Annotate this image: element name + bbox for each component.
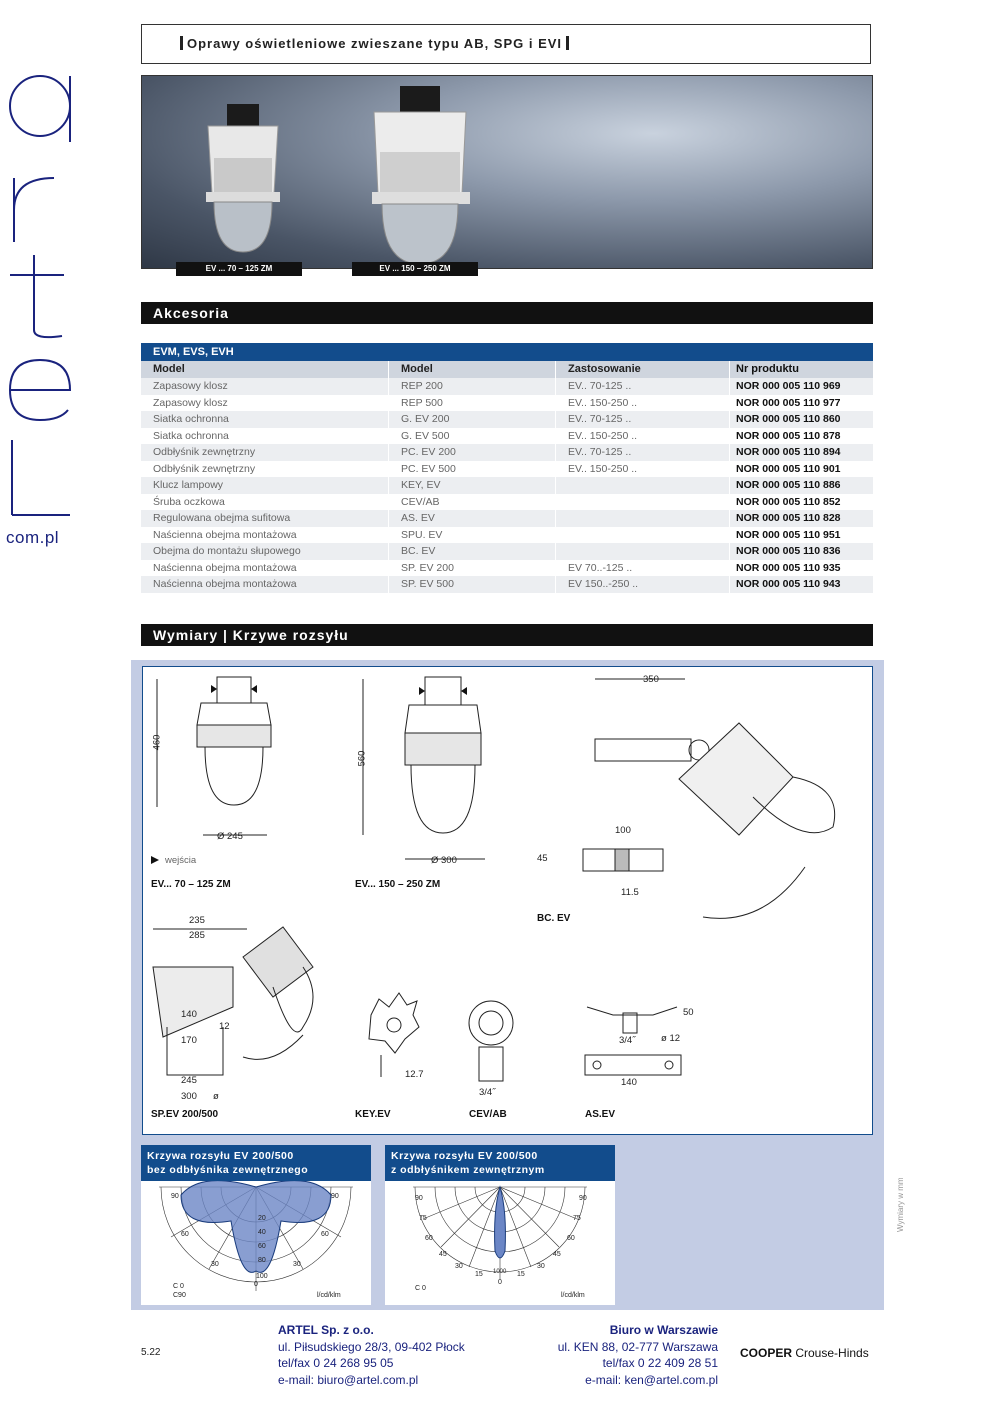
column-header: Nr produktu <box>729 361 873 378</box>
table-cell: CEV/AB <box>388 494 555 511</box>
angle-tick-r30b: 30 <box>537 1263 545 1270</box>
unit-left: l/cd/klm <box>317 1292 341 1299</box>
table-cell: Klucz lampowy <box>153 479 224 491</box>
dim-phi12: ø 12 <box>661 1033 681 1044</box>
dim-350: 350 <box>643 674 659 685</box>
table-cell <box>555 477 729 494</box>
curve-box-right <box>385 1145 615 1305</box>
table-row <box>141 510 873 527</box>
dim-170: 170 <box>181 1035 197 1046</box>
table-cell: KEY, EV <box>388 477 555 494</box>
table-cell: Naścienna obejma montażowa <box>153 528 297 541</box>
table-row <box>141 560 873 577</box>
table-row <box>141 576 873 593</box>
table-cell: PC. EV 500 <box>388 461 555 478</box>
dim-285: 285 <box>189 930 205 941</box>
table-cell: REP 500 <box>388 395 555 412</box>
technical-drawings <box>143 667 874 1136</box>
dim-300: Ø 300 <box>431 855 457 866</box>
table-cell: Odbłyśnik zewnętrzny <box>153 462 256 475</box>
angle-tick-l0: 0 <box>254 1281 258 1288</box>
footer-hq: ARTEL Sp. z o.o. ul. Piłsudskiego 28/3, 09-402 Płock tel/fax 0 24 268 95 05 e-mail: biuro@artel.com.pl <box>278 1323 465 1387</box>
logo-domain: com.pl <box>6 528 60 547</box>
label-ev-large: EV... 150 – 250 ZM <box>355 879 441 890</box>
angle-tick-r15: 15 <box>475 1271 483 1278</box>
angle-tick-r60b: 60 <box>567 1235 575 1242</box>
table-row <box>141 477 873 494</box>
table-cell <box>555 510 729 527</box>
unit-right: l/cd/klm <box>561 1292 585 1299</box>
table-cell: Odbłyśnik zewnętrzny <box>153 446 256 458</box>
curve-title-right: Krzywa rozsyłu EV 200/500 z odbłyśnikem zewnętrznym <box>385 1145 615 1181</box>
dim-phi: ø <box>213 1091 219 1102</box>
dim-thread-cev: 3/4˝ <box>479 1087 496 1098</box>
table-cell <box>555 527 729 544</box>
table-cell: EV 150..-250 .. <box>555 576 729 593</box>
dim-140: 140 <box>181 1009 197 1020</box>
table-row <box>141 543 873 560</box>
entry-arrow-icon <box>151 856 159 864</box>
table-row <box>141 461 873 478</box>
dim-45: 45 <box>537 853 548 864</box>
dim-140b: 140 <box>621 1077 637 1088</box>
table-cell: NOR 000 005 110 951 <box>729 527 873 544</box>
curve-box-left <box>141 1145 371 1305</box>
table-row <box>141 428 873 445</box>
photo-caption-large: EV ... 150 – 250 ZM <box>352 262 478 276</box>
table-cell: EV.. 150-250 .. <box>555 428 729 445</box>
table-body <box>141 378 873 593</box>
table-cell: NOR 000 005 110 828 <box>729 510 873 527</box>
column-header: Model <box>153 363 185 375</box>
angle-tick-l2: 90 <box>331 1193 339 1200</box>
angle-tick-l3: 60 <box>181 1231 189 1238</box>
table-cell: Naścienna obejma montażowa <box>153 561 297 574</box>
angle-tick-r90: 90 <box>415 1195 423 1202</box>
table-title: EVM, EVS, EVH <box>141 343 873 361</box>
table-cell: NOR 000 005 110 836 <box>729 543 873 560</box>
angle-tick-r90b: 90 <box>579 1195 587 1202</box>
radius-tick-r: 1000 <box>493 1269 507 1275</box>
dim-50: 50 <box>683 1007 694 1018</box>
angle-tick-l4: 60 <box>321 1231 329 1238</box>
table-cell: NOR 000 005 110 969 <box>729 378 873 395</box>
dim-11-5: 11.5 <box>621 887 639 898</box>
fixture-large-image <box>372 86 470 264</box>
radius-tick-l5: 100 <box>256 1273 268 1280</box>
dimensions-drawings <box>142 666 873 1135</box>
table-cell: G. EV 200 <box>388 411 555 428</box>
table-header <box>141 361 873 378</box>
radius-tick-l1: 20 <box>258 1215 266 1222</box>
label-cev: CEV/AB <box>469 1109 507 1120</box>
legend-c0-right: C 0 <box>415 1285 426 1292</box>
table-cell: EV.. 150-250 .. <box>555 461 729 478</box>
angle-tick-r45b: 45 <box>553 1251 561 1258</box>
label-key: KEY.EV <box>355 1109 391 1120</box>
table-cell: NOR 000 005 110 860 <box>729 411 873 428</box>
table-cell: G. EV 500 <box>388 428 555 445</box>
table-cell: Siatka ochronna <box>153 413 229 425</box>
table-row <box>141 378 873 395</box>
table-cell: SP. EV 500 <box>388 576 555 593</box>
artel-logo <box>4 70 76 560</box>
table-cell: EV.. 150-250 .. <box>555 395 729 412</box>
table-cell: Zapasowy klosz <box>153 396 228 409</box>
table-cell: SP. EV 200 <box>388 560 555 577</box>
table-row <box>141 444 873 461</box>
column-header: Model <box>388 361 555 378</box>
fixture-small-image <box>206 104 280 252</box>
legend-entries: wejścia <box>165 855 197 866</box>
table-cell: REP 200 <box>388 378 555 395</box>
dim-245b: 245 <box>181 1075 197 1086</box>
page-header <box>141 24 871 64</box>
table-cell: BC. EV <box>388 543 555 560</box>
table-cell: NOR 000 005 110 901 <box>729 461 873 478</box>
table-cell: AS. EV <box>388 510 555 527</box>
photo-caption-small: EV ... 70 – 125 ZM <box>176 262 302 276</box>
table-cell: EV.. 70-125 .. <box>555 411 729 428</box>
units-note: Wymiary w mm <box>896 1177 905 1232</box>
table-cell: Naścienna obejma montażowa <box>153 578 297 590</box>
table-cell: Siatka ochronna <box>153 429 229 442</box>
angle-tick-l5: 30 <box>211 1261 219 1268</box>
table-cell: NOR 000 005 110 878 <box>729 428 873 445</box>
section-accessories: Akcesoria <box>141 302 873 324</box>
dim-12-7: 12.7 <box>405 1069 424 1080</box>
table-cell: EV.. 70-125 .. <box>555 378 729 395</box>
curve-title-left: Krzywa rozsyłu EV 200/500 bez odbłyśnika zewnętrznego <box>141 1145 371 1181</box>
table-cell: PC. EV 200 <box>388 444 555 461</box>
table-cell: Regulowana obejma sufitowa <box>153 512 291 524</box>
angle-tick-r30: 30 <box>455 1263 463 1270</box>
table-cell: NOR 000 005 110 886 <box>729 477 873 494</box>
radius-tick-l4: 80 <box>258 1257 266 1264</box>
table-row <box>141 395 873 412</box>
product-photo <box>141 75 873 269</box>
section-dimensions: Wymiary | Krzywe rozsyłu <box>141 624 873 646</box>
angle-tick-r60: 60 <box>425 1235 433 1242</box>
angle-tick-l6: 30 <box>293 1261 301 1268</box>
ev-small-box <box>217 677 251 703</box>
column-header: Zastosowanie <box>555 361 729 378</box>
legend-c90-left: C90 <box>173 1292 186 1299</box>
accessories-table <box>141 343 873 593</box>
brand-logo: COOPER Crouse-Hinds <box>740 1346 869 1360</box>
dim-245: Ø 245 <box>217 831 243 842</box>
table-cell: NOR 000 005 110 977 <box>729 395 873 412</box>
table-row <box>141 411 873 428</box>
label-ev-small: EV... 70 – 125 ZM <box>151 879 231 890</box>
angle-tick-r75b: 75 <box>573 1215 581 1222</box>
table-cell: SPU. EV <box>388 527 555 544</box>
dim-560: 560 <box>356 750 368 767</box>
label-bc: BC. EV <box>537 913 571 924</box>
table-cell: NOR 000 005 110 852 <box>729 494 873 511</box>
label-as: AS.EV <box>585 1109 616 1120</box>
table-cell: Zapasowy klosz <box>153 380 228 392</box>
dim-100: 100 <box>615 825 631 836</box>
table-row <box>141 527 873 544</box>
angle-tick-r45: 45 <box>439 1251 447 1258</box>
angle-tick-l1: 90 <box>171 1193 179 1200</box>
dim-12: 12 <box>219 1021 230 1032</box>
dim-300b: 300 <box>181 1091 197 1102</box>
page-title: Oprawy oświetleniowe zwieszane typu AB, SPG i EVI <box>176 36 573 51</box>
table-cell: NOR 000 005 110 894 <box>729 444 873 461</box>
dim-460: 460 <box>151 734 163 751</box>
angle-tick-r0: 0 <box>498 1279 502 1286</box>
table-cell: NOR 000 005 110 943 <box>729 576 873 593</box>
radius-tick-l3: 60 <box>258 1243 266 1250</box>
table-cell: Śruba oczkowa <box>153 495 225 508</box>
radius-tick-l2: 40 <box>258 1229 266 1236</box>
page-number: 5.22 <box>141 1347 161 1358</box>
label-sp: SP.EV 200/500 <box>151 1109 219 1120</box>
table-cell: EV 70..-125 .. <box>555 560 729 577</box>
table-cell <box>555 543 729 560</box>
angle-tick-r75: 75 <box>419 1215 427 1222</box>
dim-235: 235 <box>189 915 205 926</box>
footer-branch: Biuro w Warszawie ul. KEN 88, 02-777 Warszawa tel/fax 0 22 409 28 51 e-mail: ken@artel.com.pl <box>557 1323 718 1387</box>
angle-tick-r15b: 15 <box>517 1271 525 1278</box>
ev-large-box <box>425 677 461 705</box>
table-cell: Obejma do montażu słupowego <box>153 545 301 557</box>
legend-c0-left: C 0 <box>173 1283 184 1290</box>
dim-thread-as: 3/4˝ <box>619 1035 636 1046</box>
table-row <box>141 494 873 511</box>
table-cell <box>555 494 729 511</box>
table-cell: NOR 000 005 110 935 <box>729 560 873 577</box>
table-cell: EV.. 70-125 .. <box>555 444 729 461</box>
